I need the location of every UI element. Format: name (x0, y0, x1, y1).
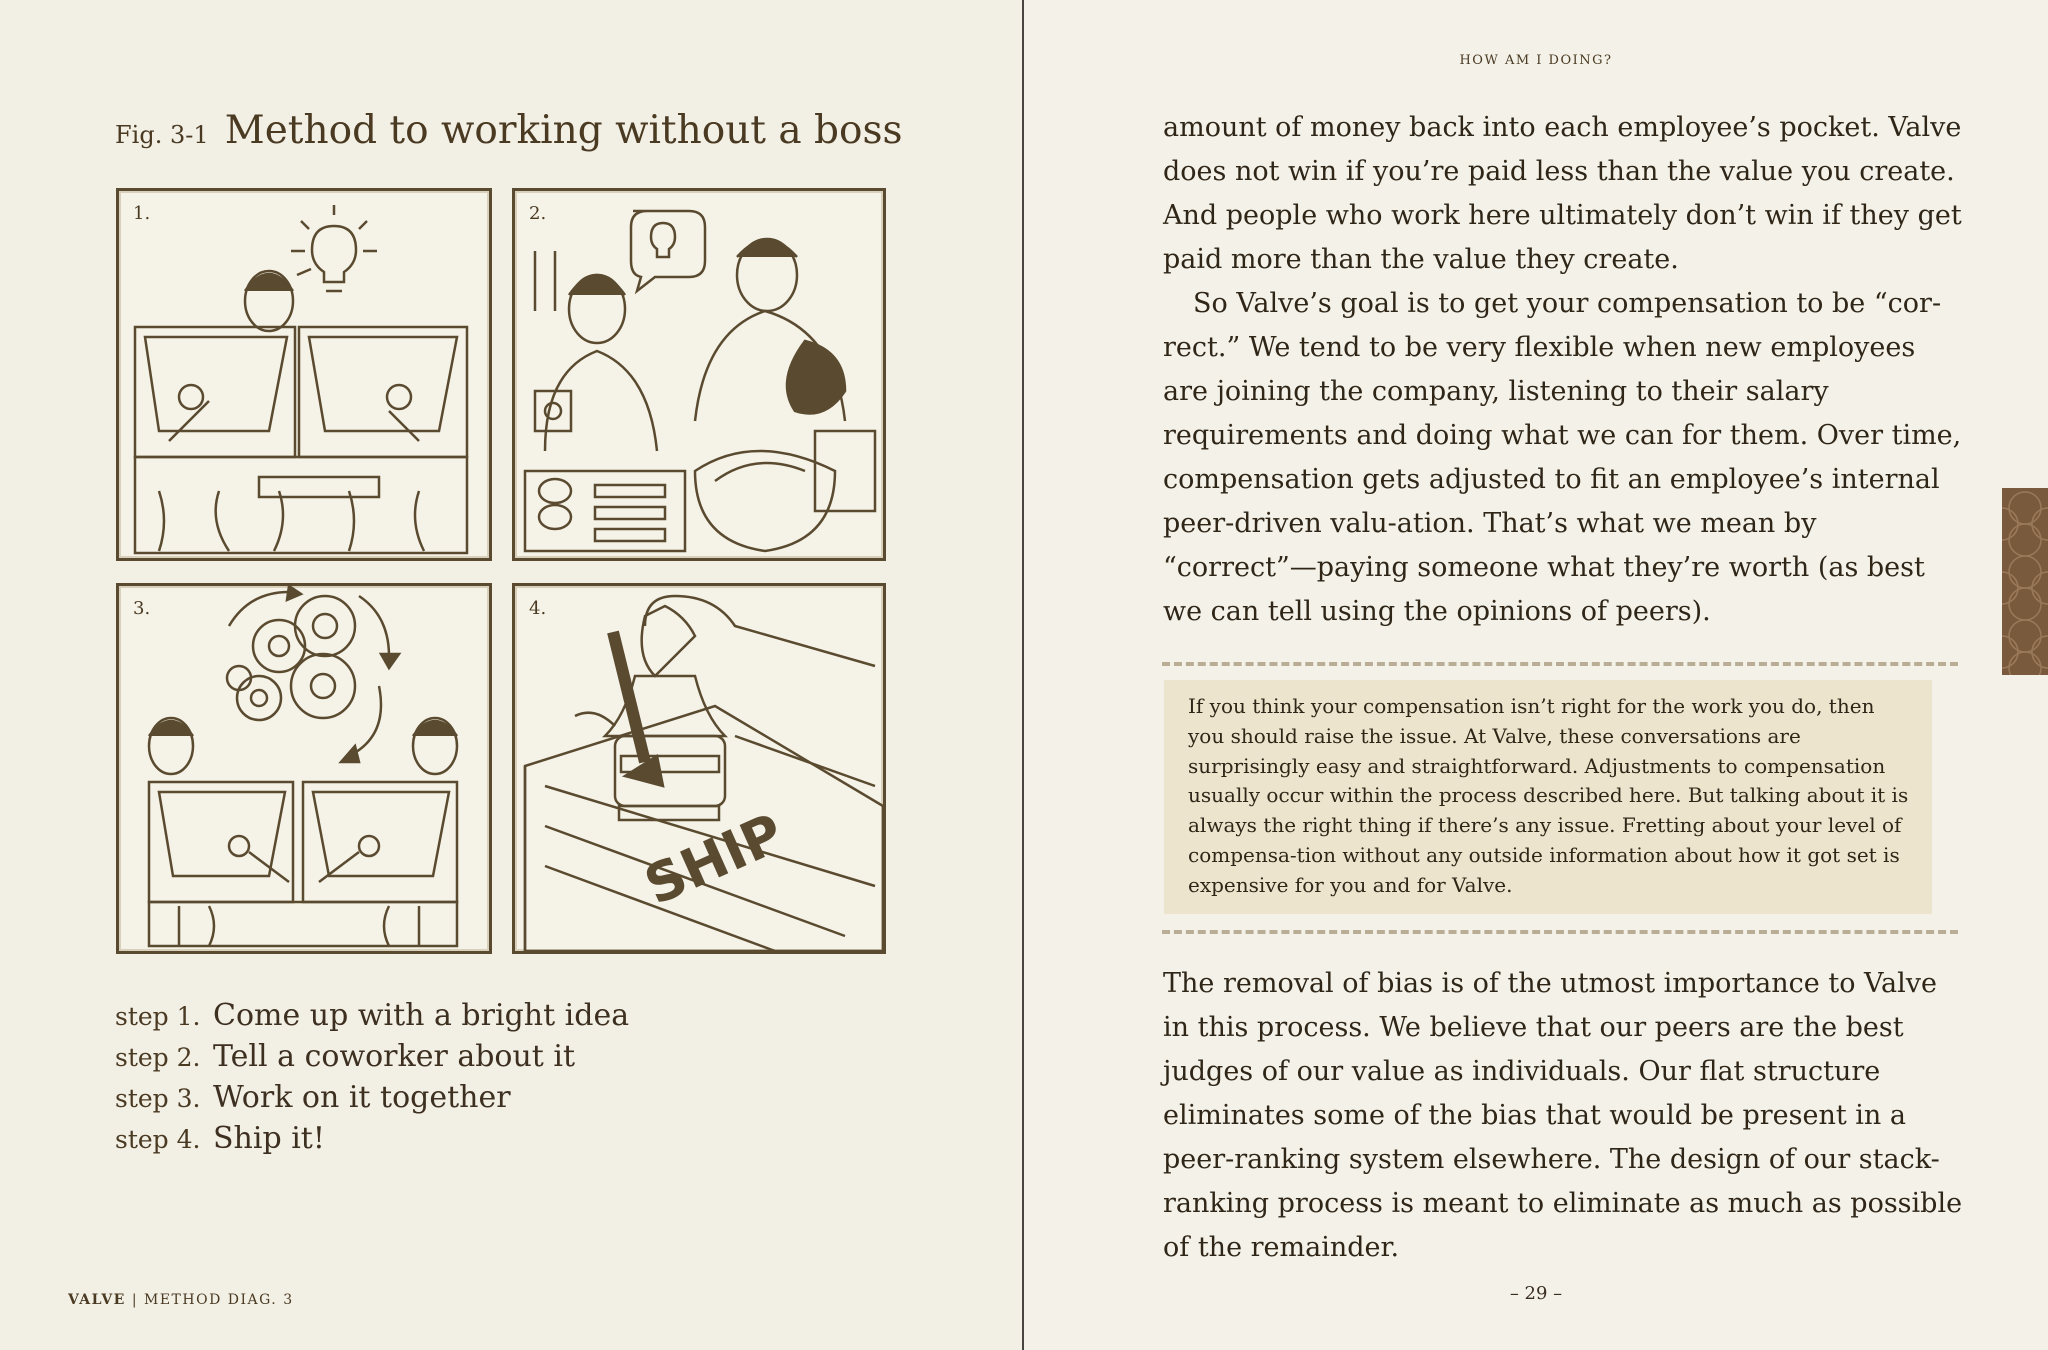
dashed-divider (1162, 930, 1958, 934)
step-item (115, 998, 629, 1039)
step-item (115, 1121, 629, 1162)
panel-2 (512, 188, 886, 561)
ornament-pattern (2002, 488, 2048, 675)
footer-separator: | (131, 1292, 139, 1308)
section-tab (2002, 488, 2048, 675)
panel-1 (116, 188, 492, 561)
paragraph: amount of money back into each employee’s pocket. Valve does not win if you’re paid less than the value you create. And people who work here ultimately don’t win if they get paid more than the value they create. (1163, 112, 1962, 275)
right-page (1024, 0, 2048, 1350)
footer-brand: VALVE (68, 1292, 126, 1308)
panel-number: 3. (133, 598, 151, 619)
figure-name: Method to working without a boss (224, 108, 903, 153)
step-label: step 4. (115, 1125, 201, 1154)
panel-3 (116, 583, 492, 954)
panel-number: 2. (529, 203, 547, 224)
step-label: step 3. (115, 1084, 201, 1113)
work-together-illustration (119, 586, 489, 951)
step-text: Ship it! (213, 1121, 325, 1156)
left-footer (68, 1292, 294, 1308)
person-idea-illustration (119, 191, 489, 558)
step-item (115, 1080, 629, 1121)
step-label: step 1. (115, 1002, 201, 1031)
panel-4 (512, 583, 886, 954)
steps-list (115, 998, 629, 1162)
step-item (115, 1039, 629, 1080)
left-page (0, 0, 1023, 1350)
figure-title (115, 108, 903, 153)
footer-section: METHOD DIAG. 3 (143, 1292, 294, 1308)
ship-stamp-text: SHIP (635, 801, 793, 918)
tell-coworker-illustration (515, 191, 883, 558)
ship-stamp-illustration (515, 586, 883, 951)
paragraph-text: So Valve’s goal is to get your compensation to be “cor-rect.” We tend to be very flexible when new employees are joining the company, listening to their salary requirements and doing what we can for them. Over time, compensation gets adjusted to fit an employee’s internal peer-driven valu-ation. That’s what we mean by “correct”—paying someone what they’re worth (as best we can tell using the opinions of peers). (1163, 288, 1962, 627)
panel-number: 1. (133, 203, 151, 224)
step-text: Come up with a bright idea (213, 998, 630, 1033)
dashed-divider (1162, 662, 1958, 666)
page-number: – 29 – (1509, 1283, 1563, 1304)
step-text: Work on it together (213, 1080, 511, 1115)
step-label: step 2. (115, 1043, 201, 1072)
panel-number: 4. (529, 598, 547, 619)
paragraph: The removal of bias is of the utmost importance to Valve in this process. We believe that our peers are the best judges of our value as individuals. Our flat structure eliminates some of the bias that would be present in a peer-ranking system elsewhere. The design of our stack-ranking process is meant to eliminate as much as possible of the remainder. (1163, 968, 1963, 1263)
body-text-block (1163, 106, 1963, 634)
figure-number: Fig. 3-1 (115, 121, 209, 149)
step-text: Tell a coworker about it (213, 1039, 576, 1074)
running-head: HOW AM I DOING? (1459, 53, 1613, 68)
callout-box: If you think your compensation isn’t right for the work you do, then you should raise the issue. At Valve, these conversations are surprisingly easy and straightforward. Adjustments to compensation usually occur within the process described here. But talking about it is always the right thing if there’s any issue. Fretting about your level of compensa-tion without any outside information about how it got set is expensive for you and for Valve. (1164, 680, 1932, 914)
paragraph (1163, 282, 1963, 634)
